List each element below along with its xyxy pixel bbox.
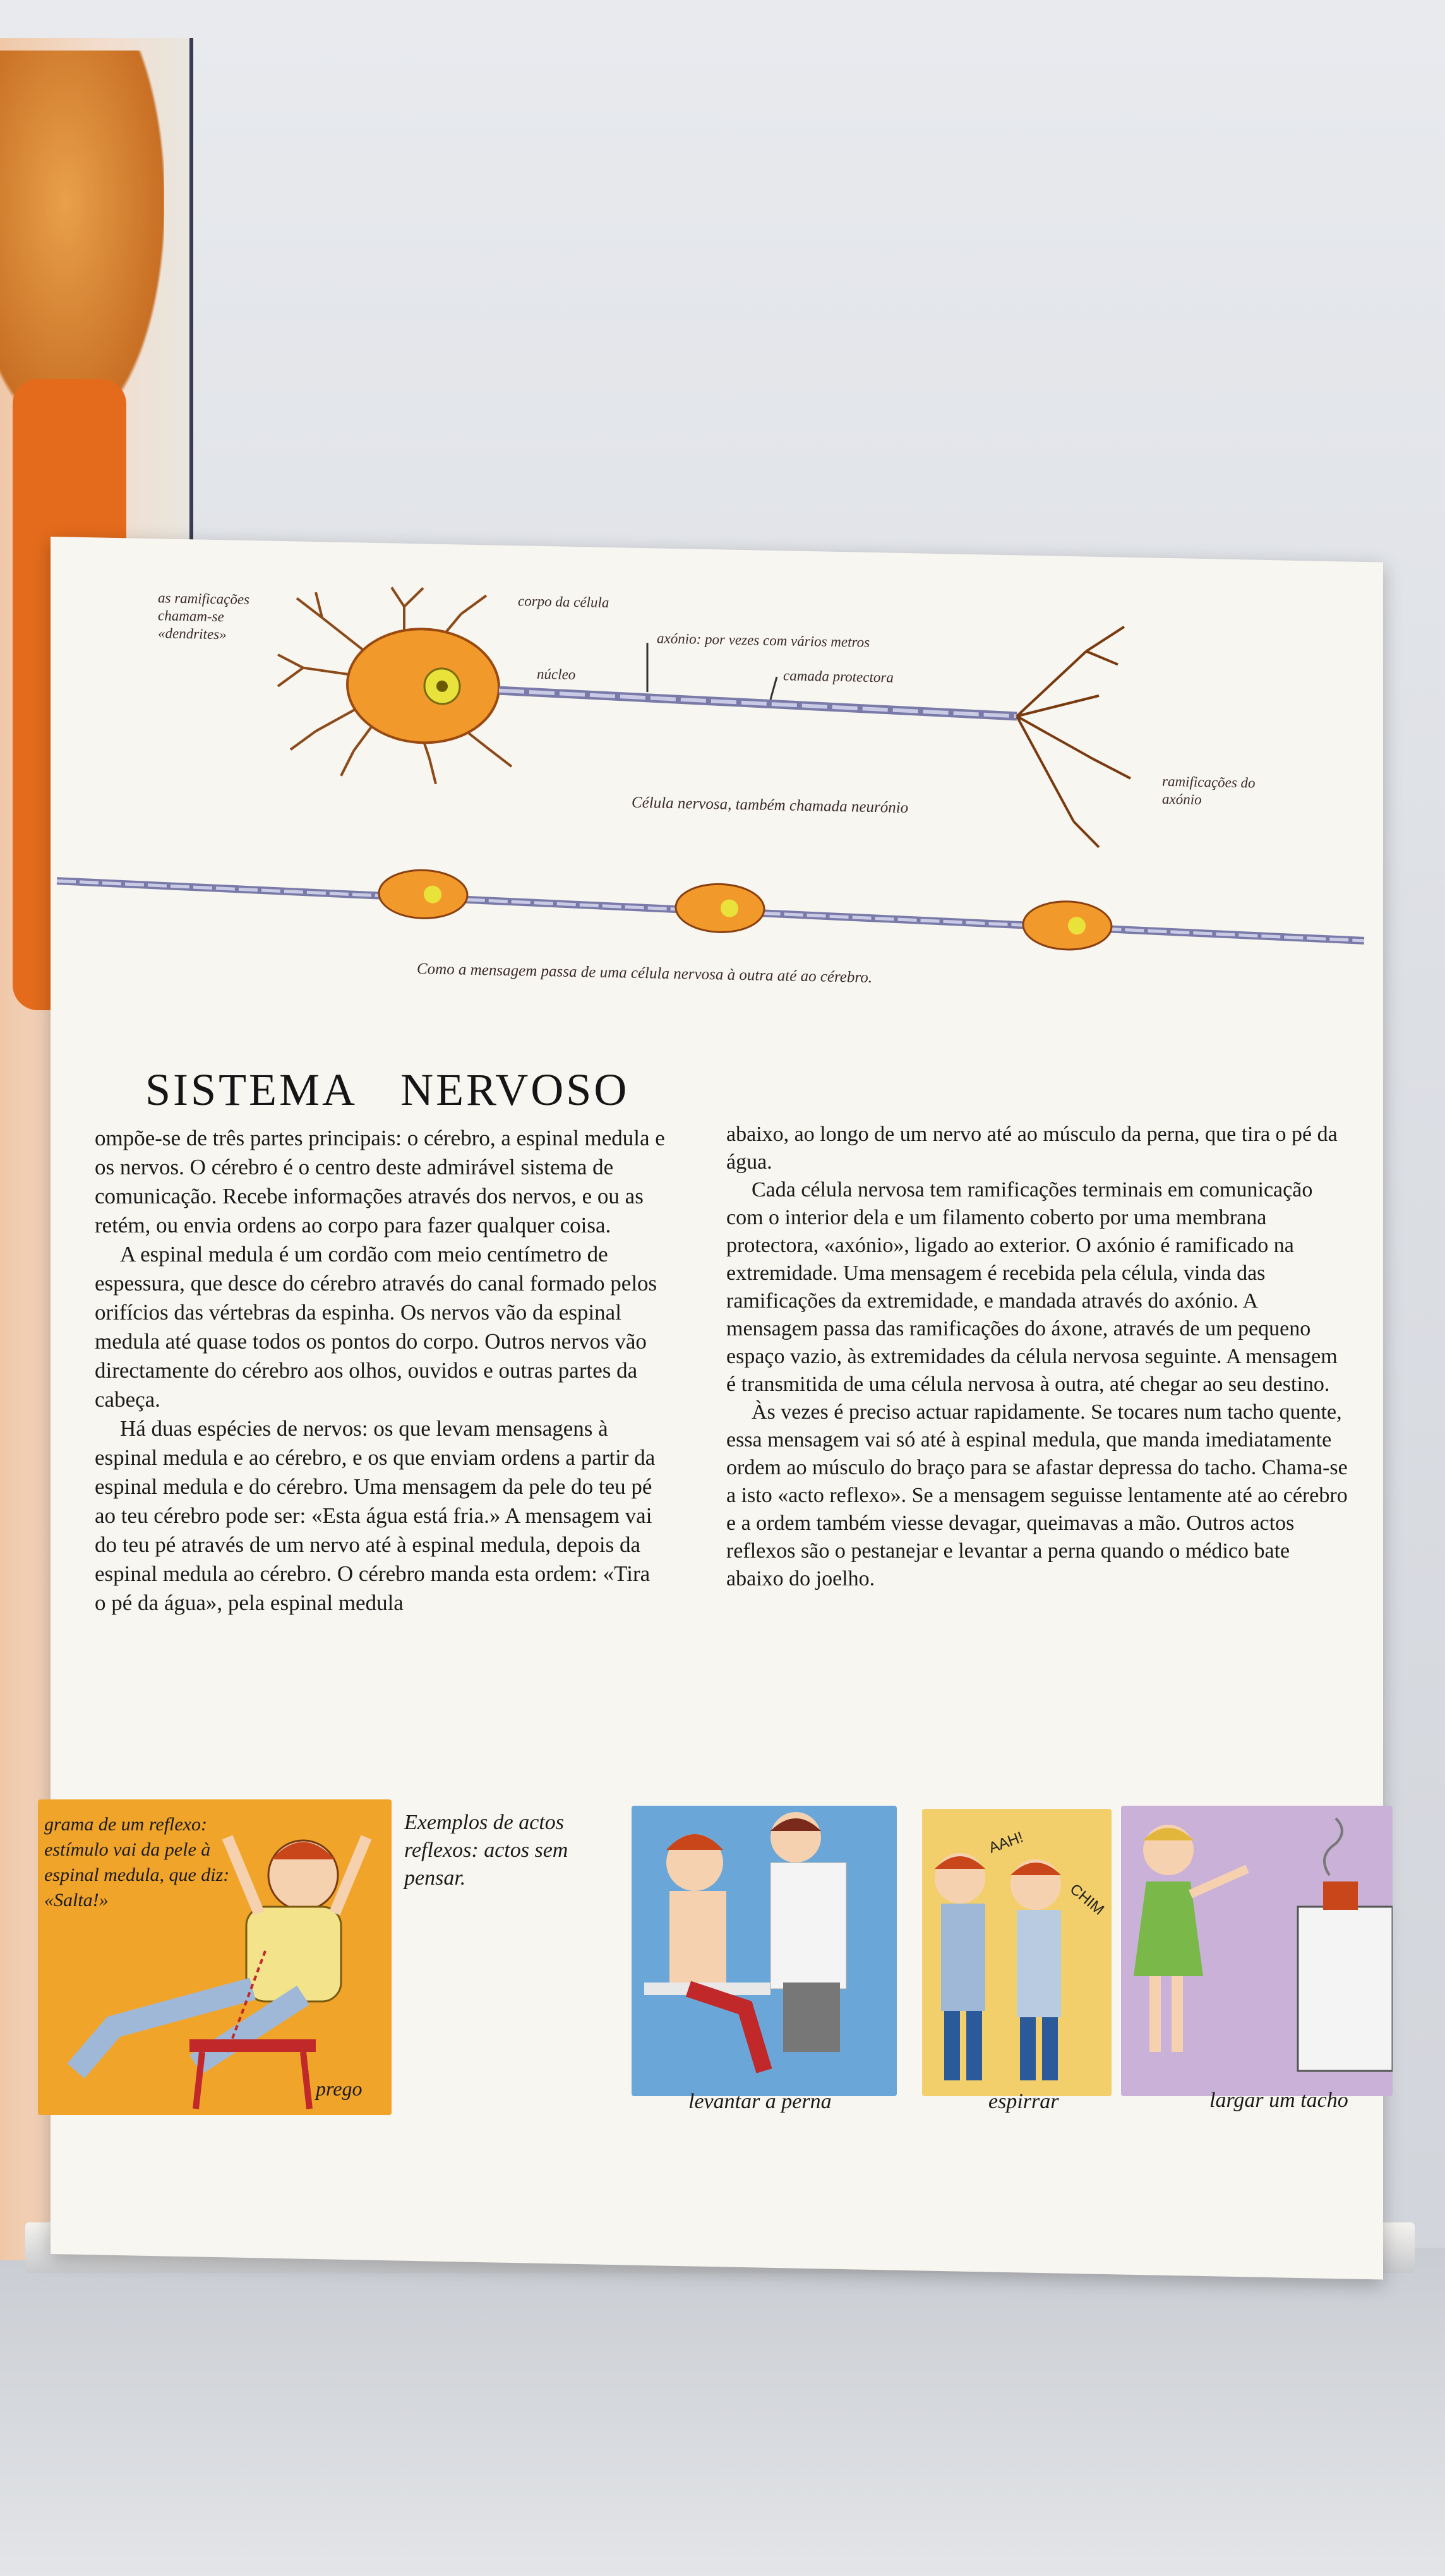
caption-neuron: Célula nervosa, também chamada neurónio (632, 794, 909, 817)
panel-sneeze-reflex (922, 1809, 1112, 2096)
caption-sneeze: espirrar (988, 2090, 1059, 2113)
panel-leg-reflex (632, 1806, 897, 2096)
reflex-diagram-panel (38, 1799, 392, 2115)
label-axon-branches: ramificações do axónio (1162, 773, 1256, 808)
examples-text: Exemplos de actos reflexos: actos sem pensar. (404, 1811, 568, 1890)
article-column-right (726, 1121, 1348, 1593)
pot-drawing (1121, 1806, 1393, 2096)
left-paragraph: ompõe-se de três partes principais: o cérebro, a espinal medula e os nervos. O cérebro é o centro deste admirável sistema de comunicação. Recebe informações através dos nervos, e ou as retém, ou envia ordens ao corpo para fazer qualquer coisa. (95, 1126, 665, 1237)
label-cell-body: corpo da célula (518, 593, 609, 611)
caption-leg: levantar a perna (688, 2090, 832, 2113)
label-axon: axónio: por vezes com vários metros (657, 630, 870, 650)
caption-pot: largar um tacho (1209, 2089, 1348, 2112)
label-sheath: camada protectora (783, 667, 894, 686)
axon-branches-drawing (1017, 624, 1130, 847)
chain-neuron-3 (1023, 901, 1112, 951)
right-paragraph: Cada célula nervosa tem ramificações terminais em comunicação com o interior dela e um filamento coberto por uma membrana protectora, «axónio», ligado ao exterior. O axónio é ramificado na extremidade. Uma mensagem é recebida pela célula, vinda das ramificações da extremidade, e mandada através do axónio. A mensagem passa das ramificações do áxone, através de um pequeno espaço vazio, às extremidades da célula nervosa seguinte. A mensagem é transmitida de uma célula nervosa à outra, até chegar ao seu destino. (726, 1178, 1338, 1396)
reflex-label-nail: prego (316, 2077, 363, 2100)
sneeze-sound-aah: AAH! (986, 1828, 1026, 1857)
panel-pot-reflex (1121, 1806, 1393, 2096)
caption-chain: Como a mensagem passa de uma célula nervosa à outra até ao cérebro. (417, 960, 872, 986)
left-paragraph: Há duas espécies de nervos: os que levam mensagens à espinal medula e ao cérebro, e os que enviam ordens a partir da espinal medula e do cérebro. Uma mensagem da pele do teu pé ao teu cérebro pode ser: «Esta água está fria.» A mensagem vai do teu pé através de um nervo até à espinal medula, depois da espinal medula ao cérebro. O cérebro manda esta ordem: «Tira o pé da água», pela espinal medula (95, 1416, 656, 1615)
left-page-hair-illustration (0, 51, 164, 429)
right-paragraph: abaixo, ao longo de um nervo até ao músculo da perna, que tira o pé da água. (726, 1123, 1338, 1174)
neuron-chain (57, 863, 1364, 955)
sneeze-drawing (922, 1809, 1112, 2096)
left-paragraph: A espinal medula é um cordão com meio centímetro de espessura, que desce do cérebro através do canal formado pelos orifícios das vértebras da espinha. Os nervos vão da espinal medula até quase todos os pontos do corpo. Outros nervos vão directamente do cérebro aos olhos, ouvidos e outras partes da cabeça. (95, 1242, 657, 1412)
article-column-left (95, 1124, 666, 1618)
right-paragraph: Às vezes é preciso actuar rapidamente. Se tocares num tacho quente, essa mensagem vai só até à espinal medula, que manda imediatamente ordem ao músculo do braço para se afastar depressa do tacho. Chama-se a isto «acto reflexo». Se a mensagem seguisse lentamente até ao cérebro e a ordem também viesse devagar, queimavas a mão. Outros actos reflexos são o pestanejar e levantar a perna quando o médico bate abaixo do joelho. (726, 1400, 1348, 1590)
label-nucleus: núcleo (537, 665, 576, 683)
table-surface (0, 2248, 1445, 2576)
cell-body (347, 628, 499, 744)
axon (499, 691, 1017, 717)
label-dendrites: as ramificações chamam-se «dendrites» (158, 590, 250, 643)
sneeze-sound-chim: CHIM (1066, 1880, 1108, 1919)
chain-neuron-2 (676, 883, 764, 933)
article-title: SISTEMA NERVOSO (145, 1064, 630, 1115)
reflex-caption: grama de um reflexo: estímulo vai da pele à espinal medula, que diz: «Salta!» (44, 1814, 230, 1911)
doctor-knee-drawing (632, 1806, 897, 2096)
chain-neuron-1 (379, 869, 467, 919)
